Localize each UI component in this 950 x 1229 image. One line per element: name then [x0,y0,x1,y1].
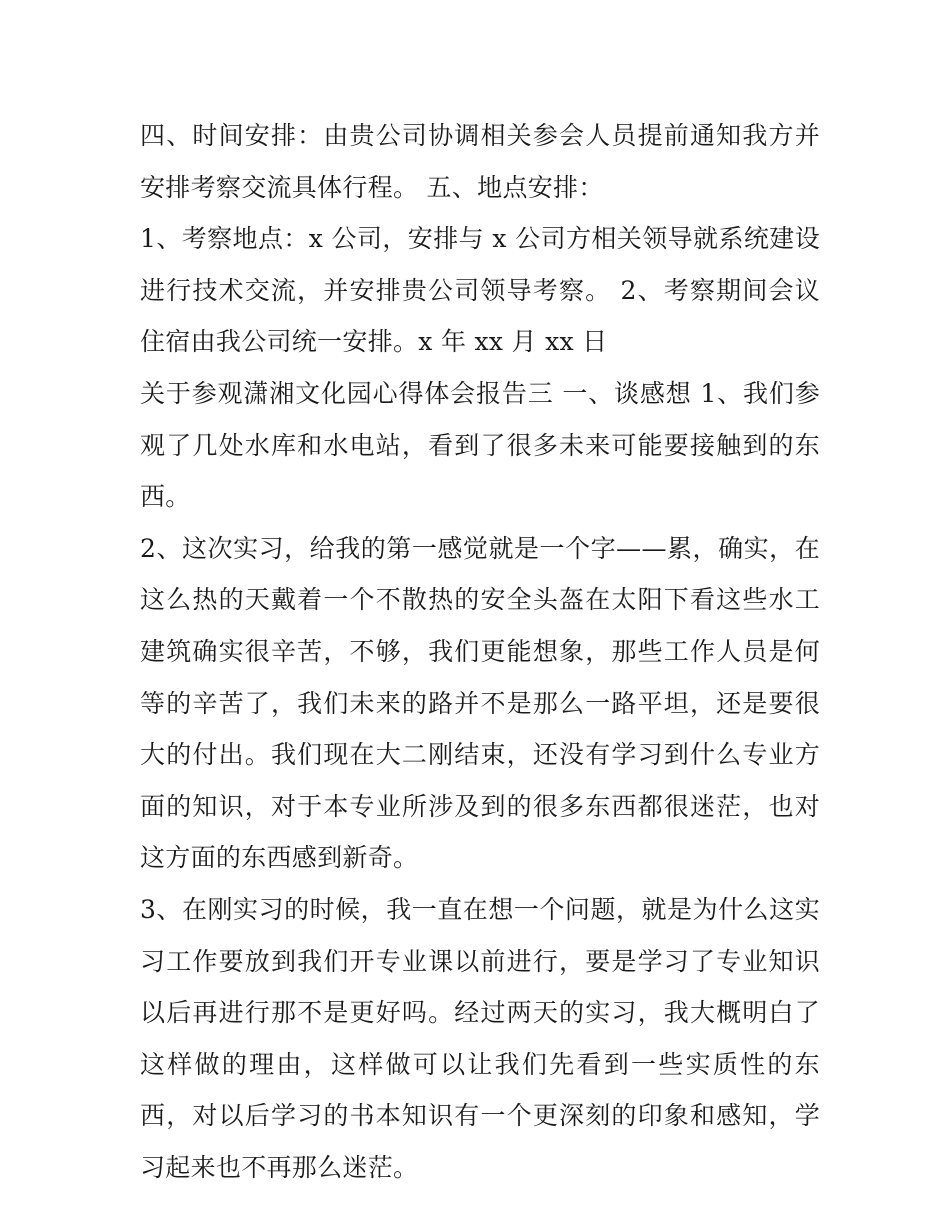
paragraph-impression-2: 2、这次实习，给我的第一感觉就是一个字——累，确实，在这么热的天戴着一个不散热的安全头盔在太阳下看这些水工建筑确实很辛苦，不够，我们更能想象，那些工作人员是何等的辛苦了，我们未来的路并不是那么一路平坦，还是要很大的付出。我们现在大二刚结束，还没有学习到什么专业方面的知识，对于本专业所涉及到的很多东西都很迷茫，也对这方面的东西感到新奇。 [140,533,820,873]
paragraph-schedule: 四、时间安排：由贵公司协调相关参会人员提前通知我方并安排考察交流具体行程。 五、地点安排： [140,121,820,202]
paragraph-location: 1、考察地点：x 公司，安排与 x 公司方相关领导就系统建设进行技术交流，并安排贵公司领导考察。 2、考察期间会议住宿由我公司统一安排。x 年 xx 月 xx 日 [140,224,820,357]
paragraph-impression-3: 3、在刚实习的时候，我一直在想一个问题，就是为什么这实习工作要放到我们开专业课以前进行，要是学习了专业知识以后再进行那不是更好吗。经过两天的实习，我大概明白了这样做的理由，这样做可以让我们先看到一些实质性的东西，对以后学习的书本知识有一个更深刻的印象和感知，学习起来也不再那么迷茫。 [140,894,820,1182]
document-body [140,110,820,1193]
paragraph-report-intro: 关于参观潇湘文化园心得体会报告三 一、谈感想 1、我们参观了几处水库和水电站，看到了很多未来可能要接触到的东西。 [140,378,820,512]
